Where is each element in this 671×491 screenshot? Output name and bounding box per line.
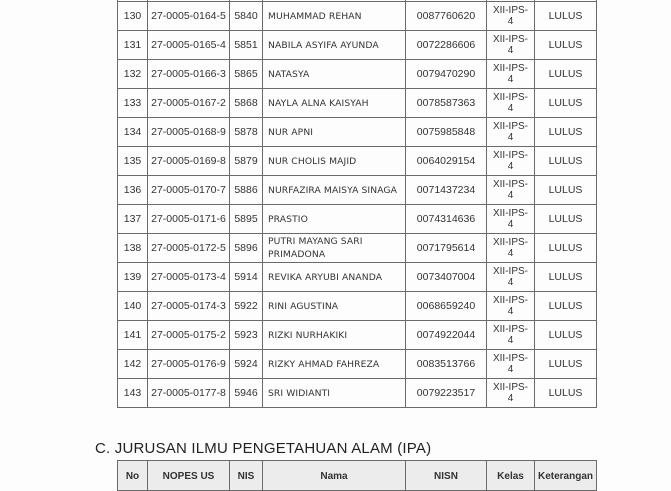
- cell-no: 135: [118, 147, 148, 176]
- cell-no: 139: [118, 263, 148, 292]
- table-row: [118, 205, 597, 234]
- cell-keterangan: LULUS: [535, 118, 597, 147]
- cell-keterangan: LULUS: [535, 234, 597, 263]
- cell-no: 136: [118, 176, 148, 205]
- kelas-line-2: 4: [507, 132, 514, 143]
- kelas-line-1: XII-IPS-: [492, 208, 528, 219]
- results-table-ipa: [117, 460, 597, 491]
- cell-nama: NUR APNI: [263, 118, 406, 147]
- cell-nis: 5923: [230, 321, 263, 350]
- cell-nopes: 27-0005-0165-4: [148, 31, 230, 60]
- table-row: [118, 31, 597, 60]
- header-keterangan: Keterangan: [535, 461, 597, 491]
- cell-nama: NATASYA: [263, 60, 406, 89]
- cell-kelas: [487, 234, 535, 263]
- cell-nisn: 0087760620: [406, 2, 487, 31]
- cell-kelas: [487, 292, 535, 321]
- table-row: [118, 234, 597, 263]
- cell-nis: 5878: [230, 118, 263, 147]
- cell-kelas: [487, 321, 535, 350]
- table-row: [118, 321, 597, 350]
- cell-nis: 5896: [230, 234, 263, 263]
- header-nis: NIS: [230, 461, 263, 491]
- kelas-line-1: XII-IPS-: [492, 324, 528, 335]
- kelas-line-1: XII-IPS-: [492, 150, 528, 161]
- cell-nama: SRI WIDIANTI: [263, 379, 406, 408]
- cell-no: 131: [118, 31, 148, 60]
- cell-keterangan: LULUS: [535, 31, 597, 60]
- cell-kelas: [487, 60, 535, 89]
- kelas-line-2: 4: [507, 248, 514, 259]
- cell-no: 142: [118, 350, 148, 379]
- table-row: [118, 60, 597, 89]
- kelas-line-1: XII-IPS-: [492, 382, 528, 393]
- cell-nis: 5865: [230, 60, 263, 89]
- header-nopes: NOPES US: [148, 461, 230, 491]
- kelas-line-2: 4: [507, 45, 514, 56]
- kelas-line-2: 4: [507, 335, 514, 346]
- cell-no: 141: [118, 321, 148, 350]
- cell-keterangan: LULUS: [535, 205, 597, 234]
- cell-nis: 5914: [230, 263, 263, 292]
- cell-nopes: 27-0005-0172-5: [148, 234, 230, 263]
- cell-nis: 5946: [230, 379, 263, 408]
- cell-nopes: 27-0005-0175-2: [148, 321, 230, 350]
- kelas-line-1: XII-IPS-: [492, 121, 528, 132]
- cell-keterangan: LULUS: [535, 263, 597, 292]
- header-kelas: Kelas: [487, 461, 535, 491]
- header-nisn: NISN: [406, 461, 487, 491]
- kelas-line-2: 4: [507, 161, 514, 172]
- table-row: [118, 350, 597, 379]
- cell-nisn: 0068659240: [406, 292, 487, 321]
- kelas-line-1: XII-IPS-: [492, 237, 528, 248]
- kelas-line-2: 4: [507, 103, 514, 114]
- cell-nisn: 0071795614: [406, 234, 487, 263]
- kelas-line-2: 4: [507, 306, 514, 317]
- cell-nama: NABILA ASYIFA AYUNDA: [263, 31, 406, 60]
- cell-nis: 5924: [230, 350, 263, 379]
- cell-no: 143: [118, 379, 148, 408]
- cell-nopes: 27-0005-0170-7: [148, 176, 230, 205]
- cell-kelas: [487, 147, 535, 176]
- cell-nis: 5840: [230, 2, 263, 31]
- cell-keterangan: LULUS: [535, 350, 597, 379]
- cell-nis: 5868: [230, 89, 263, 118]
- cell-kelas: [487, 350, 535, 379]
- cell-nis: 5895: [230, 205, 263, 234]
- cell-nama: RIZKI NURHAKIKI: [263, 321, 406, 350]
- cell-kelas: [487, 263, 535, 292]
- kelas-line-1: XII-IPS-: [492, 92, 528, 103]
- cell-kelas: [487, 89, 535, 118]
- table-row: [118, 147, 597, 176]
- cell-keterangan: LULUS: [535, 176, 597, 205]
- cell-no: 133: [118, 89, 148, 118]
- cell-nis: 5922: [230, 292, 263, 321]
- cell-keterangan: LULUS: [535, 292, 597, 321]
- table-row: [118, 89, 597, 118]
- table-row: [118, 292, 597, 321]
- cell-nopes: 27-0005-0167-2: [148, 89, 230, 118]
- kelas-line-2: 4: [507, 190, 514, 201]
- cell-nisn: 0083513766: [406, 350, 487, 379]
- cell-keterangan: LULUS: [535, 60, 597, 89]
- cell-nopes: 27-0005-0166-3: [148, 60, 230, 89]
- cell-keterangan: LULUS: [535, 379, 597, 408]
- table-row: [118, 263, 597, 292]
- kelas-line-1: XII-IPS-: [492, 63, 528, 74]
- cell-nisn: 0074314636: [406, 205, 487, 234]
- cell-keterangan: LULUS: [535, 147, 597, 176]
- header-no: No: [118, 461, 148, 491]
- kelas-line-1: XII-IPS-: [492, 266, 528, 277]
- cell-keterangan: LULUS: [535, 321, 597, 350]
- kelas-line-2: 4: [507, 364, 514, 375]
- cell-nis: 5851: [230, 31, 263, 60]
- cell-nisn: 0071437234: [406, 176, 487, 205]
- cell-no: 140: [118, 292, 148, 321]
- cell-nisn: 0072286606: [406, 31, 487, 60]
- kelas-line-2: 4: [507, 393, 514, 404]
- cell-nopes: 27-0005-0164-5: [148, 2, 230, 31]
- results-table-body: [118, 0, 597, 408]
- cell-nama: RINI AGUSTINA: [263, 292, 406, 321]
- cell-nama: PUTRI MAYANG SARI PRIMADONA: [263, 234, 406, 263]
- cell-nama: PRASTIO: [263, 205, 406, 234]
- cell-nama: MUHAMMAD REHAN: [263, 2, 406, 31]
- cell-nis: 5886: [230, 176, 263, 205]
- cell-nopes: 27-0005-0173-4: [148, 263, 230, 292]
- cell-kelas: [487, 118, 535, 147]
- cell-kelas: [487, 205, 535, 234]
- table-header-row: [118, 461, 597, 491]
- cell-nopes: 27-0005-0176-9: [148, 350, 230, 379]
- cell-nopes: 27-0005-0169-8: [148, 147, 230, 176]
- section-c-title: C. JURUSAN ILMU PENGETAHUAN ALAM (IPA): [95, 440, 432, 457]
- cell-kelas: [487, 379, 535, 408]
- cell-nama: NUR CHOLIS MAJID: [263, 147, 406, 176]
- cell-nisn: 0075985848: [406, 118, 487, 147]
- cell-no: 138: [118, 234, 148, 263]
- cell-nopes: 27-0005-0174-3: [148, 292, 230, 321]
- cell-nisn: 0079223517: [406, 379, 487, 408]
- table-row: [118, 118, 597, 147]
- kelas-line-1: XII-IPS-: [492, 353, 528, 364]
- cell-no: 130: [118, 2, 148, 31]
- kelas-line-1: XII-IPS-: [492, 34, 528, 45]
- table-row: [118, 2, 597, 31]
- results-table-ips: [117, 0, 597, 408]
- cell-nama: NURFAZIRA MAISYA SINAGA: [263, 176, 406, 205]
- kelas-line-2: 4: [507, 277, 514, 288]
- cell-nisn: 0079470290: [406, 60, 487, 89]
- cell-kelas: [487, 176, 535, 205]
- kelas-line-2: 4: [507, 219, 514, 230]
- kelas-line-1: XII-IPS-: [492, 5, 528, 16]
- cell-nopes: 27-0005-0177-8: [148, 379, 230, 408]
- cell-nopes: 27-0005-0168-9: [148, 118, 230, 147]
- cell-nisn: 0074922044: [406, 321, 487, 350]
- cell-nopes: 27-0005-0171-6: [148, 205, 230, 234]
- cell-nama: REVIKA ARYUBI ANANDA: [263, 263, 406, 292]
- cell-nisn: 0078587363: [406, 89, 487, 118]
- cell-keterangan: LULUS: [535, 2, 597, 31]
- cell-kelas: [487, 31, 535, 60]
- table-row: [118, 379, 597, 408]
- kelas-line-2: 4: [507, 74, 514, 85]
- kelas-line-1: XII-IPS-: [492, 295, 528, 306]
- cell-kelas: [487, 2, 535, 31]
- kelas-line-2: 4: [507, 16, 514, 27]
- header-nama: Nama: [263, 461, 406, 491]
- cell-nisn: 0064029154: [406, 147, 487, 176]
- cell-no: 137: [118, 205, 148, 234]
- cell-nis: 5879: [230, 147, 263, 176]
- table-row: [118, 176, 597, 205]
- kelas-line-1: XII-IPS-: [492, 179, 528, 190]
- cell-nama: RIZKY AHMAD FAHREZA: [263, 350, 406, 379]
- cell-nisn: 0073407004: [406, 263, 487, 292]
- cell-keterangan: LULUS: [535, 89, 597, 118]
- cell-no: 134: [118, 118, 148, 147]
- cell-no: 132: [118, 60, 148, 89]
- cell-nama: NAYLA ALNA KAISYAH: [263, 89, 406, 118]
